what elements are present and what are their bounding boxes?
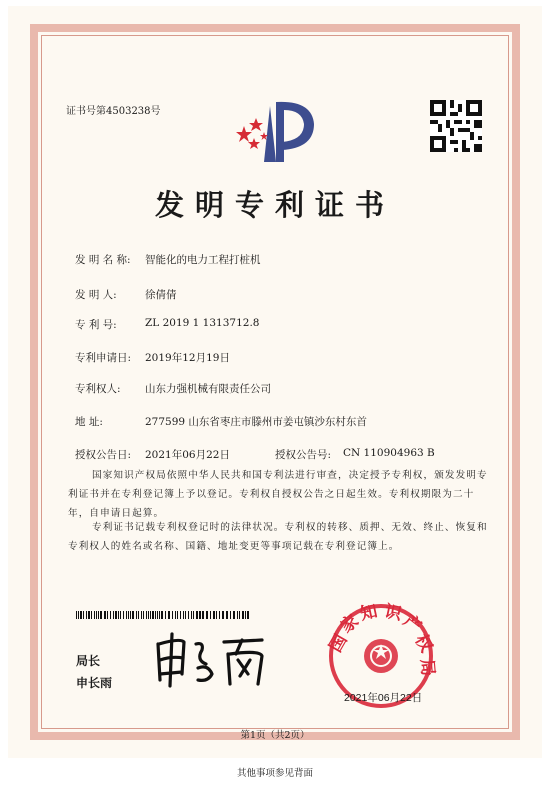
patent-office-logo-icon [230, 96, 322, 164]
invention-name-label: 发 明 名 称: [75, 254, 131, 266]
svg-text:国: 国 [325, 631, 352, 656]
patentee-value: 山东力强机械有限责任公司 [145, 383, 271, 395]
patentee-label: 专利权人: [75, 383, 121, 395]
address-label: 地 址: [75, 416, 103, 428]
svg-text:知: 知 [358, 601, 380, 625]
page-indicator: 第1页（共2页） [240, 730, 310, 741]
svg-text:识: 识 [382, 601, 404, 625]
grant-date-label: 授权公告日: [75, 449, 132, 461]
inventor-value: 徐倩倩 [145, 289, 177, 301]
grant-number-value: CN 110904963 B [343, 447, 435, 459]
invention-name-value: 智能化的电力工程打桩机 [145, 254, 261, 266]
filing-date-value: 2019年12月19日 [145, 352, 230, 364]
certificate-number: 证书号第4503238号 [66, 106, 161, 117]
svg-text:局: 局 [416, 658, 438, 677]
certificate-title: 发明专利证书 [154, 188, 395, 222]
director-title: 局长 [76, 654, 101, 668]
seal-date: 2021年06月22日 [344, 692, 423, 704]
svg-text:产: 产 [399, 610, 425, 638]
footer-note: 其他事项参见背面 [236, 768, 313, 779]
filing-date-label: 专利申请日: [75, 352, 132, 364]
statement-paragraph-1: 国家知识产权局依照中华人民共和国专利法进行审查，决定授予专利权，颁发发明专利证书并在专利登记簿上予以登记。专利权自授权公告之日起生效。专利权期限为二十年，自申请日起算。 [68, 470, 488, 519]
qr-code-icon [430, 100, 482, 152]
patent-number-value: ZL 2019 1 1313712.8 [145, 317, 260, 329]
patent-number-label: 专 利 号: [75, 319, 117, 331]
director-name: 申长雨 [76, 676, 113, 690]
grant-number-label: 授权公告号: [275, 449, 332, 461]
address-value: 277599 山东省枣庄市滕州市姜屯镇沙东村东首 [145, 416, 367, 428]
svg-text:家: 家 [337, 610, 363, 638]
signature-icon [150, 630, 275, 688]
svg-text:权: 权 [410, 631, 437, 656]
inventor-label: 发 明 人: [75, 289, 117, 301]
barcode-icon [76, 611, 252, 619]
statement-paragraph-2: 专利证书记载专利权登记时的法律状况。专利权的转移、质押、无效、终止、恢复和专利权人的姓名或名称、国籍、地址变更等事项记载在专利登记簿上。 [68, 522, 488, 552]
grant-date-value: 2021年06月22日 [145, 449, 230, 461]
